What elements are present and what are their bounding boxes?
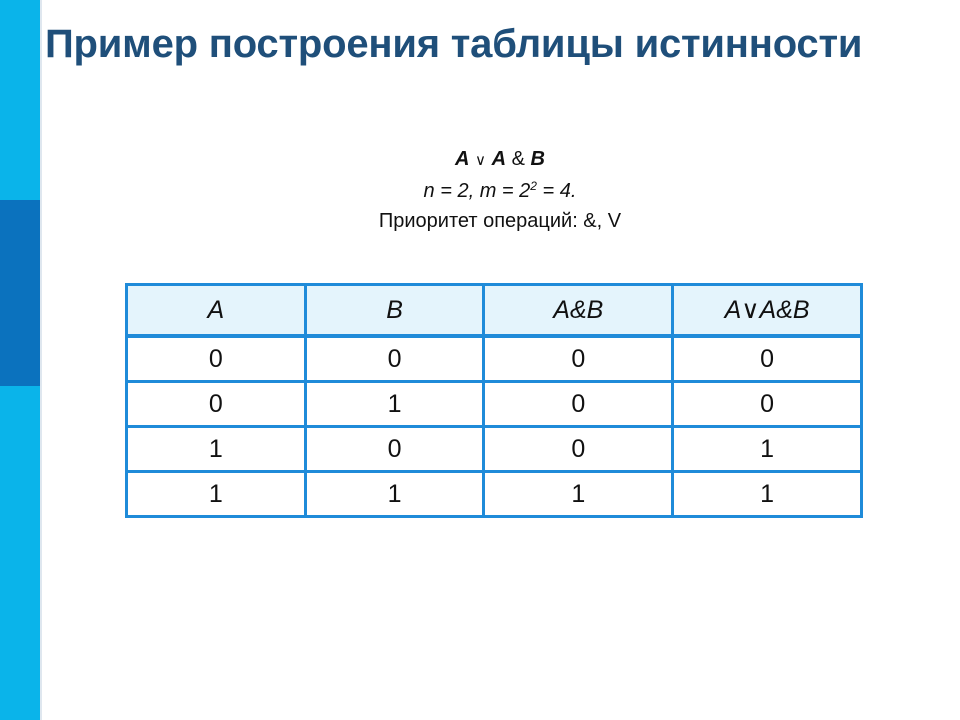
table-row	[127, 336, 862, 382]
formula-or-operator: ∨	[475, 152, 487, 169]
table-cell: 0	[484, 427, 673, 472]
table-cell: 0	[673, 336, 862, 382]
truth-table	[125, 283, 863, 518]
table-cell: 1	[484, 472, 673, 517]
table-cell: 0	[484, 382, 673, 427]
slide-title: Пример построения таблицы истинности	[45, 22, 863, 66]
table-cell: 0	[484, 336, 673, 382]
formula-var-a: A	[455, 148, 470, 170]
formula-block	[300, 144, 700, 236]
column-header: A	[127, 285, 306, 337]
table-row	[127, 472, 862, 517]
table-cell: 0	[127, 382, 306, 427]
table-cell: 0	[305, 336, 484, 382]
formula-var-b: B	[530, 148, 545, 170]
formula-var-a: A	[491, 148, 507, 170]
formula-and-operator: &	[511, 148, 525, 170]
table-cell: 0	[127, 336, 306, 382]
column-header: B	[305, 285, 484, 337]
params-exponent: 2	[530, 179, 537, 193]
formula-params	[300, 176, 700, 206]
table-cell: 1	[127, 472, 306, 517]
table-row	[127, 427, 862, 472]
params-left: n = 2, m = 2	[423, 180, 531, 202]
formula-expression	[300, 144, 700, 176]
table-cell: 1	[305, 472, 484, 517]
operation-priority: Приоритет операций: &, V	[378, 210, 622, 232]
table-cell: 1	[673, 472, 862, 517]
table-cell: 1	[673, 427, 862, 472]
params-right: = 4.	[536, 180, 577, 202]
table-cell: 1	[127, 427, 306, 472]
column-header: A&B	[484, 285, 673, 337]
side-divider-line	[40, 0, 42, 720]
table-cell: 0	[305, 427, 484, 472]
table-cell: 1	[305, 382, 484, 427]
table-row	[127, 382, 862, 427]
column-header: A∨A&B	[673, 285, 862, 337]
table-cell: 0	[673, 382, 862, 427]
side-accent-dark-segment	[0, 200, 40, 386]
table-header-row	[127, 285, 862, 337]
